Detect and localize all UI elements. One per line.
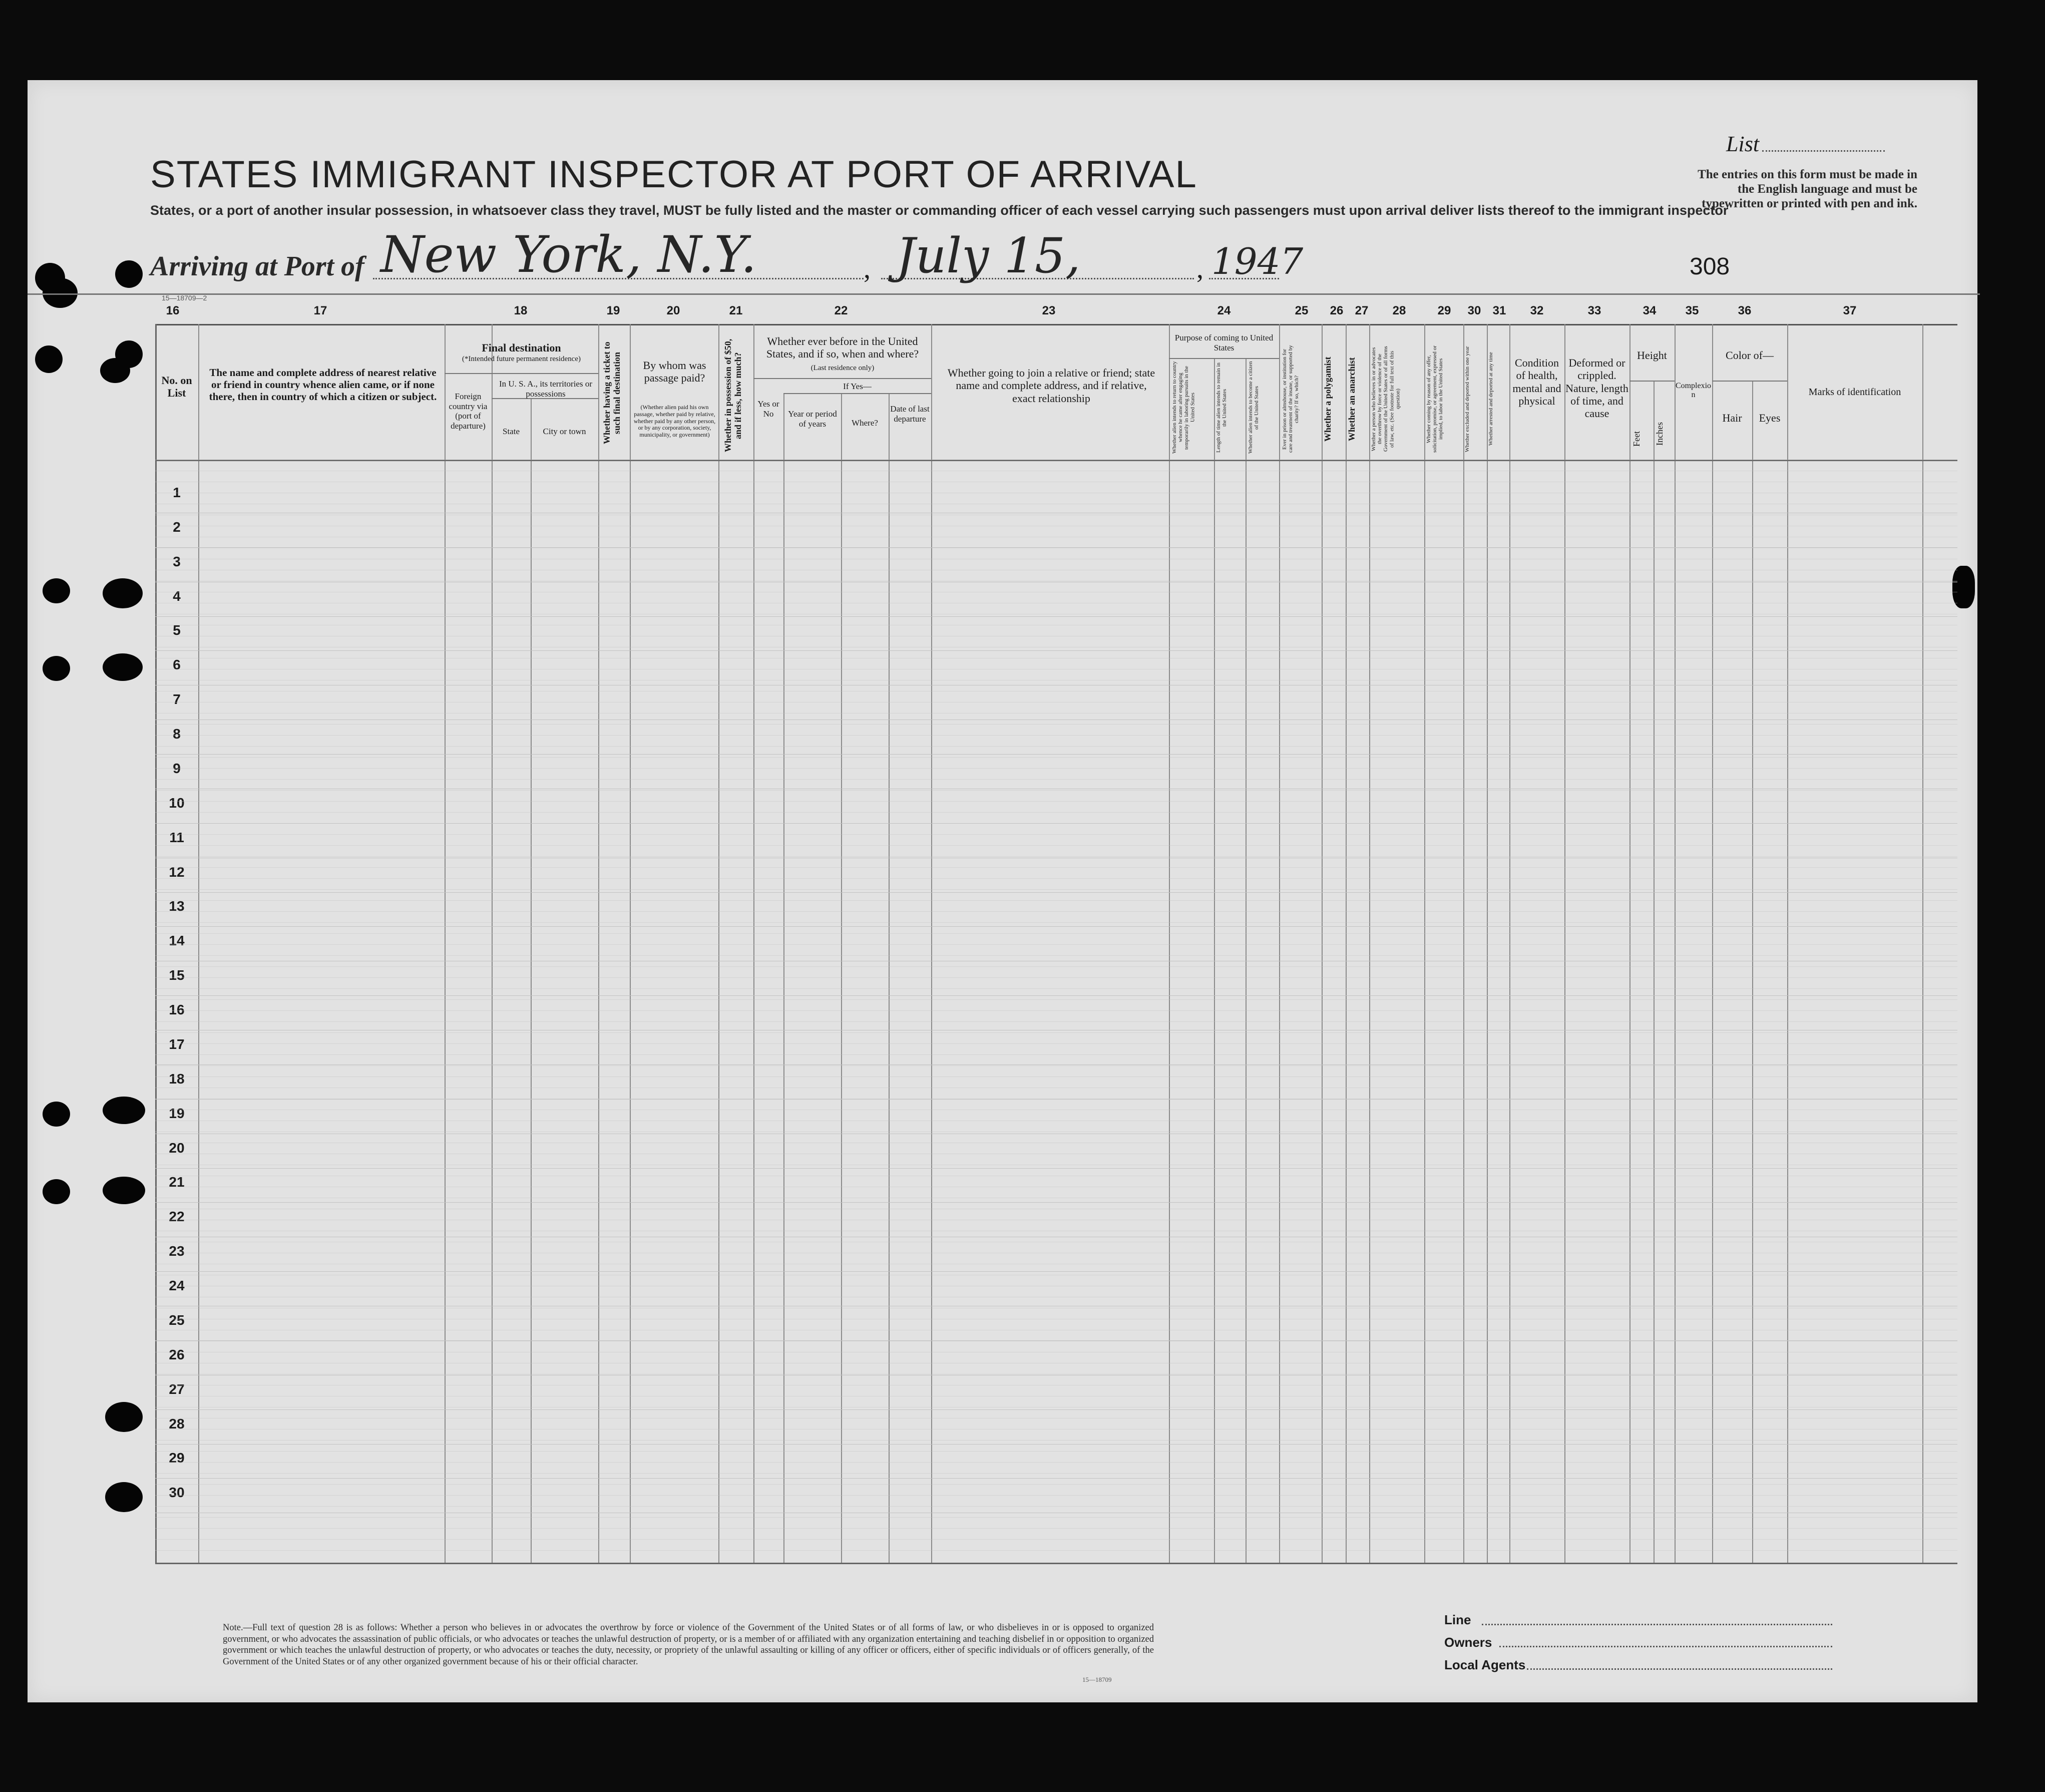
table-bottom-rule — [155, 1563, 1957, 1564]
column-number: 31 — [1492, 304, 1506, 317]
table-row — [155, 1272, 1957, 1306]
header-join-relative: Whether going to join a relative or friend; state name and complete address, and if relative, exact relationship — [947, 367, 1155, 405]
header-complexion: Complexion — [1675, 382, 1712, 400]
fine-rule — [155, 834, 1957, 835]
row-number: 6 — [173, 657, 181, 672]
header-eyes: Eyes — [1759, 412, 1781, 424]
column-number: 34 — [1643, 304, 1657, 317]
header-height: Height — [1637, 349, 1667, 362]
header-labor-offer: Whether coming by reason of any offer, solicitation, promise, or agreement, expressed or implied, to labor in the United States — [1426, 345, 1444, 453]
fine-rule — [155, 768, 1957, 769]
column-number: 22 — [834, 304, 848, 317]
form-number: 15—18709—2 — [162, 294, 207, 302]
header-hair: Hair — [1722, 412, 1742, 424]
fine-rule — [155, 735, 1957, 736]
fine-rule — [155, 812, 1957, 813]
table-row — [155, 1100, 1957, 1134]
column-number: 18 — [514, 304, 528, 317]
table-row — [155, 582, 1957, 617]
header-health: Condition of health, mental and physical — [1512, 356, 1561, 407]
row-number: 23 — [169, 1243, 185, 1259]
column-number: 27 — [1355, 304, 1369, 317]
fine-rule — [155, 900, 1957, 901]
line-field — [1482, 1624, 1832, 1625]
row-number: 27 — [169, 1381, 185, 1397]
row-number: 16 — [169, 1002, 185, 1017]
row-number: 5 — [173, 622, 181, 638]
header-prison: Ever in prison or almshouse, or institution for care and treatment of the insane, or supported by charity? If so, which? — [1282, 345, 1300, 453]
header-color-of: Color of— — [1726, 349, 1774, 362]
fine-rule — [155, 867, 1957, 868]
row-number: 7 — [173, 691, 181, 707]
table-row — [155, 755, 1957, 789]
table-row — [155, 720, 1957, 755]
table-row — [155, 824, 1957, 858]
year-handwritten: 1947 — [1211, 240, 1304, 282]
row-number: 4 — [173, 588, 181, 604]
fine-rule — [155, 724, 1957, 725]
fine-rule — [155, 1539, 1957, 1540]
header-no-on-list: No. on List — [161, 374, 192, 400]
fine-rule — [155, 1473, 1957, 1474]
row-number: 21 — [169, 1174, 185, 1190]
row-number: 2 — [173, 519, 181, 535]
column-number: 30 — [1467, 304, 1481, 317]
table-row — [155, 513, 1957, 548]
header-final-destination-sub: (*Intended future permanent residence) — [462, 355, 581, 363]
header-polygamist: Whether a polygamist — [1323, 356, 1333, 442]
fine-rule — [155, 801, 1957, 802]
table-row — [155, 548, 1957, 582]
fine-rule — [155, 1054, 1957, 1055]
fine-rule — [155, 988, 1957, 989]
header-passage-paid: By whom was passage paid? — [643, 359, 706, 385]
fine-rule — [155, 1032, 1957, 1033]
fine-rule — [155, 955, 1957, 956]
column-number: 29 — [1437, 304, 1451, 317]
header-purpose-citizen: Whether alien intends to become a citizen of the United States — [1248, 361, 1260, 454]
row-number: 24 — [169, 1278, 185, 1293]
question-28-note: Note.—Full text of question 28 is as follows: Whether a person who believes in or advocates the overthrow by force or violence of the Government of the United States or of all forms of law, or who disbelieves in or is opposed to organized government, or who advocates the assassination of public officials, or who advocates or teaches the unlawful destruction of property, or is a member of or affiliated with any organization entertaining and teaching disbelief in or opposition to organized government or which teaches the unlawful destruction of property, or who advocates or teaches the duty, necessity, or propriety of the unlawful assaulting or killing of any officer or officers, either of specific individuals or of officers generally, of the Government of the United States or of any other organized government because of his or their official character. — [223, 1623, 1154, 1667]
row-number: 30 — [169, 1485, 185, 1500]
form-subtitle: States, or a port of another insular possession, in whatsoever class they travel, MUST be fully listed and the master or commanding officer of each vessel carrying such passengers must upon arrival deliver lists thereof to the immigrant inspector — [150, 203, 1729, 218]
header-purpose-length: Length of time alien intends to remain in the United States — [1215, 363, 1228, 453]
column-numbers — [155, 304, 1957, 322]
table-row — [155, 858, 1957, 893]
fine-rule — [155, 779, 1957, 780]
row-number: 9 — [173, 761, 181, 776]
header-ticket: Whether having a ticket to such final destination — [602, 341, 622, 445]
fine-rule — [155, 1550, 1957, 1551]
header-arrested: Whether arrested and deported at any time — [1488, 352, 1494, 446]
comma-separator: , — [864, 253, 871, 284]
column-number: 28 — [1392, 304, 1406, 317]
header-inches: Inches — [1655, 422, 1665, 446]
table-row — [155, 789, 1957, 824]
row-number: 10 — [169, 795, 185, 811]
header-yes-no: Yes or No — [757, 399, 779, 419]
table-row — [155, 616, 1957, 651]
fine-rule — [155, 1021, 1957, 1022]
fine-rule — [155, 999, 1957, 1000]
port-handwritten: New York, N.Y. — [380, 225, 757, 284]
row-number: 13 — [169, 898, 185, 914]
table-row — [155, 892, 1957, 927]
row-number: 25 — [169, 1312, 185, 1328]
fine-rule — [155, 911, 1957, 912]
page-number: 308 — [1690, 253, 1730, 280]
instructions-notice: The entries on this form must be made in the English language and must be typewritten or printed with pen and ink. — [1698, 168, 1917, 210]
header-relative-address: The name and complete address of nearest relative or friend in country whence alien came, or if none there, then in country of which a citizen or subject. — [209, 367, 437, 403]
fine-rule — [155, 1043, 1957, 1044]
owners-field — [1499, 1646, 1832, 1647]
fine-rule — [155, 889, 1957, 890]
table-row — [155, 1030, 1957, 1065]
table-row — [155, 1410, 1957, 1445]
list-label: List — [1726, 132, 1760, 156]
fine-rule — [155, 790, 1957, 791]
fine-rule — [155, 823, 1957, 824]
fine-rule — [155, 1528, 1957, 1529]
row-number: 29 — [169, 1450, 185, 1466]
row-grid — [155, 460, 1957, 1563]
table-row — [155, 1341, 1957, 1375]
column-number: 16 — [166, 304, 180, 317]
row-number: 17 — [169, 1036, 185, 1052]
header-fifty-dollars: Whether in possession of $50, and if less, how much? — [723, 338, 743, 453]
fine-rule — [155, 1484, 1957, 1485]
column-number: 33 — [1587, 304, 1601, 317]
row-number: 20 — [169, 1140, 185, 1156]
column-number: 35 — [1685, 304, 1699, 317]
column-number: 17 — [313, 304, 327, 317]
table-row — [155, 1306, 1957, 1341]
note-form-number: 15—18709 — [1082, 1676, 1112, 1683]
fine-rule — [155, 878, 1957, 879]
table-row — [155, 1065, 1957, 1100]
column-number: 19 — [606, 304, 620, 317]
table-row — [155, 479, 1957, 513]
fine-rule — [155, 977, 1957, 978]
header-where: Where? — [852, 418, 878, 428]
fine-rule — [155, 1462, 1957, 1463]
column-number: 25 — [1295, 304, 1309, 317]
header-state: State — [503, 427, 520, 436]
fine-rule — [155, 845, 1957, 846]
fine-rule — [155, 1440, 1957, 1441]
fine-rule — [155, 922, 1957, 923]
table-row — [155, 996, 1957, 1030]
header-date-last-departure: Date of last departure — [890, 404, 930, 424]
row-number: 26 — [169, 1347, 185, 1362]
column-number: 21 — [729, 304, 743, 317]
row-number: 12 — [169, 864, 185, 880]
fine-rule — [155, 1451, 1957, 1452]
header-if-yes: If Yes— — [843, 382, 872, 391]
fine-rule — [155, 856, 1957, 857]
arriving-label: Arriving at Port of — [150, 251, 364, 282]
fine-rule — [155, 966, 1957, 967]
table-row — [155, 1375, 1957, 1410]
header-feet: Feet — [1631, 431, 1642, 447]
date-handwritten: July 15, — [896, 228, 1081, 284]
header-foreign-country: Foreign country via (port of departure) — [449, 392, 488, 431]
header-passage-paid-note: (Whether alien paid his own passage, whether paid by relative, whether paid by any other person, or by any corporation, society, municipality, or government) — [633, 404, 716, 439]
column-number: 37 — [1843, 304, 1857, 317]
row-number: 8 — [173, 726, 181, 742]
row-number: 1 — [173, 485, 181, 500]
fine-rule — [155, 1506, 1957, 1507]
row-number: 19 — [169, 1106, 185, 1121]
form-title: STATES IMMIGRANT INSPECTOR AT PORT OF ARRIVAL — [150, 153, 1197, 196]
header-purpose-return: Whether alien intends to return to country whence he came after engaging temporarily in laboring pursuits in the United States — [1171, 361, 1196, 454]
fine-rule — [155, 1065, 1957, 1066]
list-number-line — [1762, 150, 1885, 152]
table-row — [155, 1134, 1957, 1169]
row-number: 22 — [169, 1209, 185, 1224]
header-city-town: City or town — [543, 427, 586, 436]
local-agents-field — [1527, 1668, 1832, 1670]
header-marks: Marks of identification — [1808, 387, 1901, 398]
fine-rule — [155, 1517, 1957, 1518]
row-number: 3 — [173, 554, 181, 569]
fine-rule — [155, 757, 1957, 758]
fine-rule — [155, 746, 1957, 747]
line-label: Line — [1444, 1612, 1471, 1627]
row-number: 28 — [169, 1416, 185, 1431]
row-number: 18 — [169, 1071, 185, 1087]
header-divider — [28, 293, 1980, 295]
column-number: 32 — [1530, 304, 1544, 317]
header-ever-before-in-us: Whether ever before in the United States, and if so, when and where? — [766, 335, 919, 361]
row-number: 15 — [169, 967, 185, 983]
column-number: 23 — [1042, 304, 1056, 317]
fine-rule — [155, 933, 1957, 934]
header-purpose: Purpose of coming to United States — [1174, 333, 1274, 352]
header-question-28: Whether a person who believes in or advocates the overthrow by force or violence of the Government of the United States or of all forms of law, etc. (See footnote for full text of this question) — [1371, 346, 1401, 452]
row-number: 11 — [169, 830, 184, 845]
table-row — [155, 1237, 1957, 1272]
header-final-destination: Final destination — [482, 341, 561, 354]
column-number: 20 — [666, 304, 680, 317]
fine-rule — [155, 944, 1957, 945]
header-year-period: Year or period of years — [788, 409, 837, 429]
fine-rule — [155, 1495, 1957, 1496]
fine-rule — [155, 1010, 1957, 1011]
local-agents-label: Local Agents — [1444, 1657, 1526, 1672]
header-anarchist: Whether an anarchist — [1347, 357, 1357, 441]
column-number: 24 — [1217, 304, 1231, 317]
column-number: 36 — [1738, 304, 1752, 317]
comma-separator: , — [1196, 253, 1203, 284]
header-deformed: Deformed or crippled. Nature, length of time, and cause — [1565, 356, 1628, 420]
column-number: 26 — [1330, 304, 1344, 317]
header-last-residence: (Last residence only) — [810, 364, 875, 372]
header-excluded: Whether excluded and deported within one year — [1464, 346, 1470, 452]
row-number: 14 — [169, 933, 185, 948]
header-in-usa: In U. S. A., its territories or possessions — [499, 379, 593, 399]
owners-label: Owners — [1444, 1635, 1492, 1650]
